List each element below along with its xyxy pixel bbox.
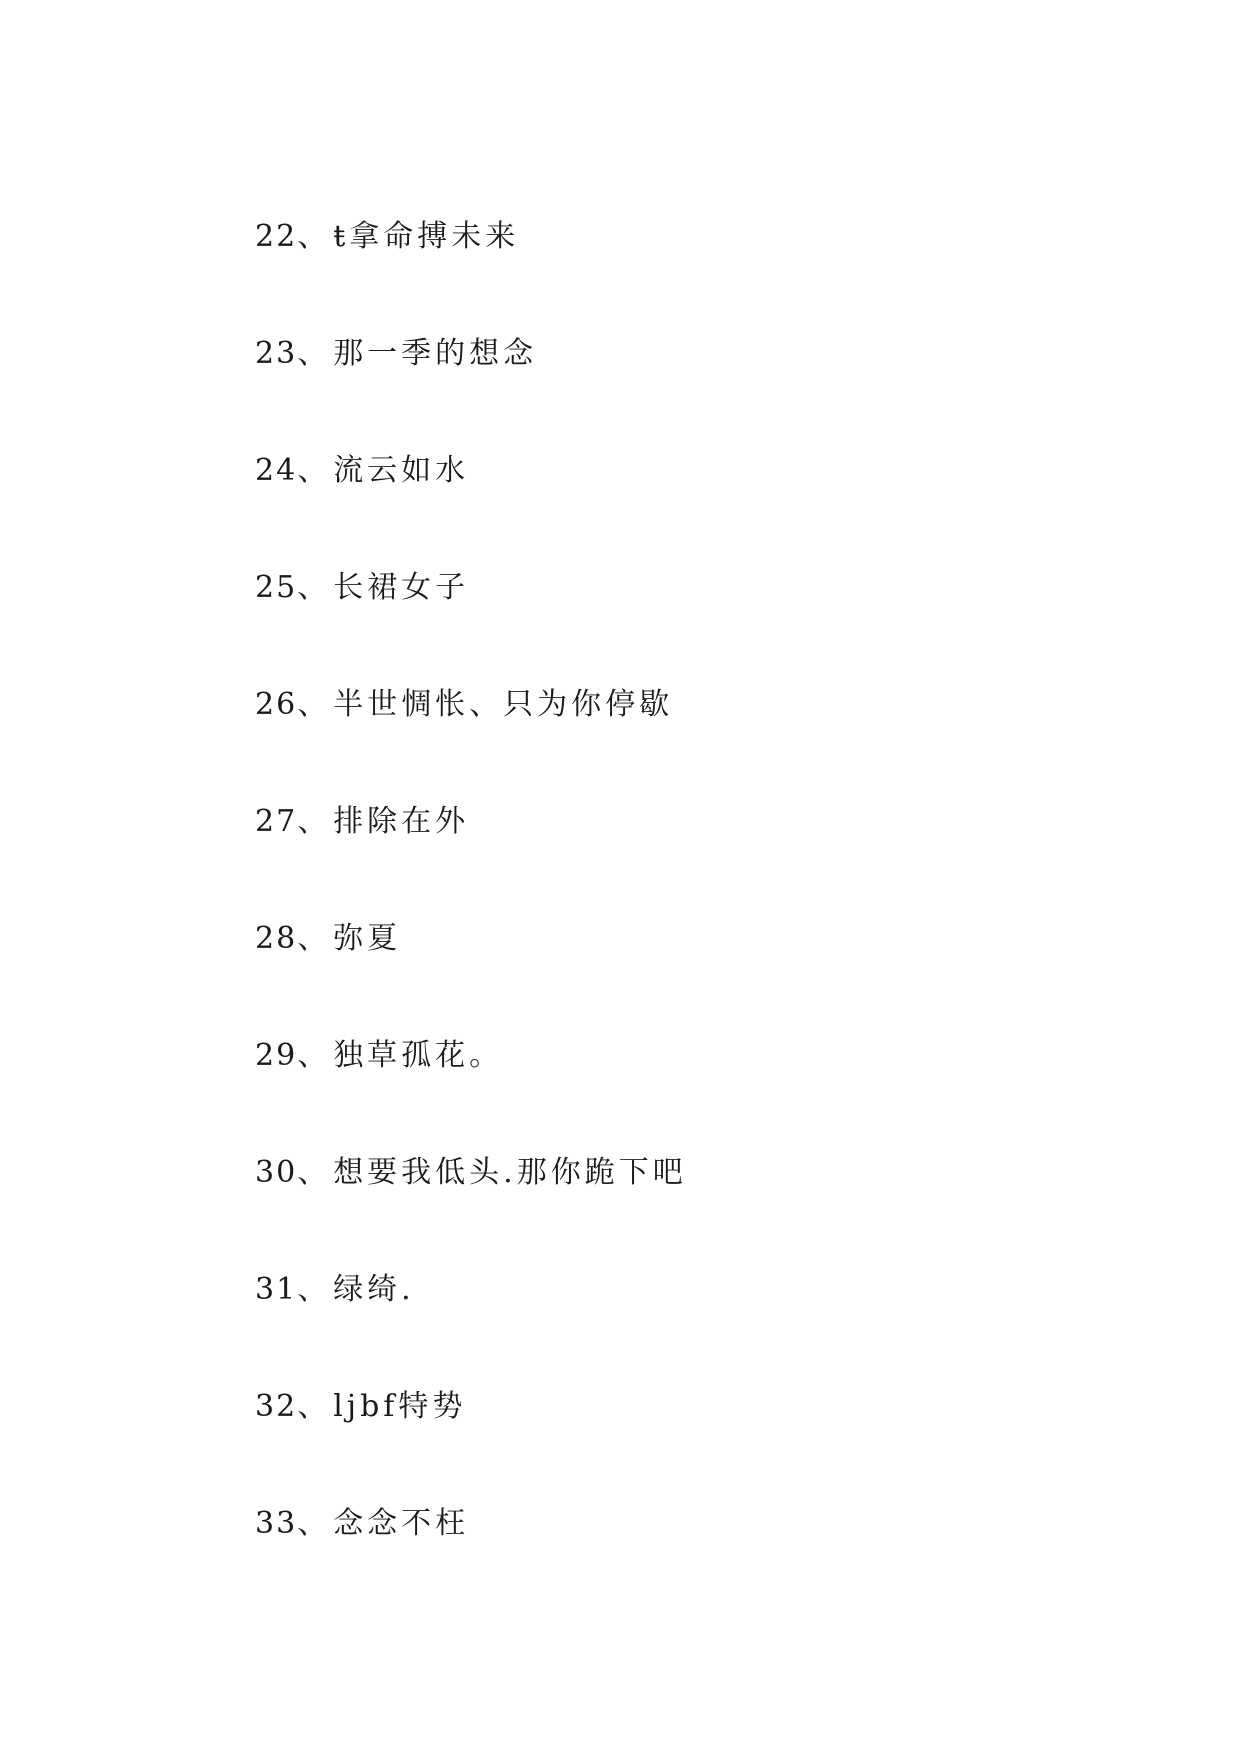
entry-number: 30 (255, 1155, 298, 1190)
entry-text: 流云如水 (333, 453, 470, 488)
entry-text: 念念不枉 (333, 1506, 470, 1541)
entry-number: 28 (255, 921, 298, 956)
list-item (255, 570, 1155, 690)
entry-text: 想要我低头.那你跪下吧 (333, 1155, 687, 1190)
entry-separator: 、 (297, 921, 334, 956)
entry-separator: 、 (297, 804, 334, 839)
entry-text: 独草孤花。 (333, 1038, 504, 1073)
list-item (255, 336, 1155, 456)
entry-text: 弥夏 (333, 921, 402, 956)
entry-separator: 、 (297, 1389, 334, 1424)
entry-number: 33 (255, 1506, 298, 1541)
list-item (255, 1155, 1155, 1275)
entry-separator: 、 (297, 453, 334, 488)
entry-separator: 、 (297, 219, 334, 254)
list-item (255, 687, 1155, 807)
entry-separator: 、 (297, 1272, 334, 1307)
entry-list (255, 219, 1155, 1626)
entry-separator: 、 (297, 1038, 334, 1073)
list-item (255, 1389, 1155, 1509)
list-item (255, 1506, 1155, 1626)
entry-number: 24 (255, 453, 298, 488)
list-item (255, 1272, 1155, 1392)
list-item (255, 1038, 1155, 1158)
entry-text: 长裙女子 (333, 570, 470, 605)
entry-text: ljbf特势 (333, 1389, 467, 1424)
list-item (255, 219, 1155, 339)
list-item (255, 921, 1155, 1041)
entry-number: 22 (255, 219, 298, 254)
entry-text: 半世惆怅、只为你停歇 (333, 687, 674, 722)
entry-separator: 、 (297, 1155, 334, 1190)
entry-separator: 、 (297, 336, 334, 371)
entry-number: 31 (255, 1272, 298, 1307)
entry-separator: 、 (297, 570, 334, 605)
entry-text: 那一季的想念 (333, 336, 538, 371)
list-item (255, 804, 1155, 924)
entry-separator: 、 (297, 1506, 334, 1541)
entry-number: 26 (255, 687, 298, 722)
entry-separator: 、 (297, 687, 334, 722)
entry-text: 绿绮. (333, 1272, 415, 1307)
entry-number: 32 (255, 1389, 298, 1424)
entry-text: ŧ拿命搏未来 (333, 219, 520, 254)
entry-number: 23 (255, 336, 298, 371)
list-item (255, 453, 1155, 573)
entry-number: 29 (255, 1038, 298, 1073)
entry-number: 25 (255, 570, 298, 605)
entry-text: 排除在外 (333, 804, 470, 839)
entry-number: 27 (255, 804, 298, 839)
